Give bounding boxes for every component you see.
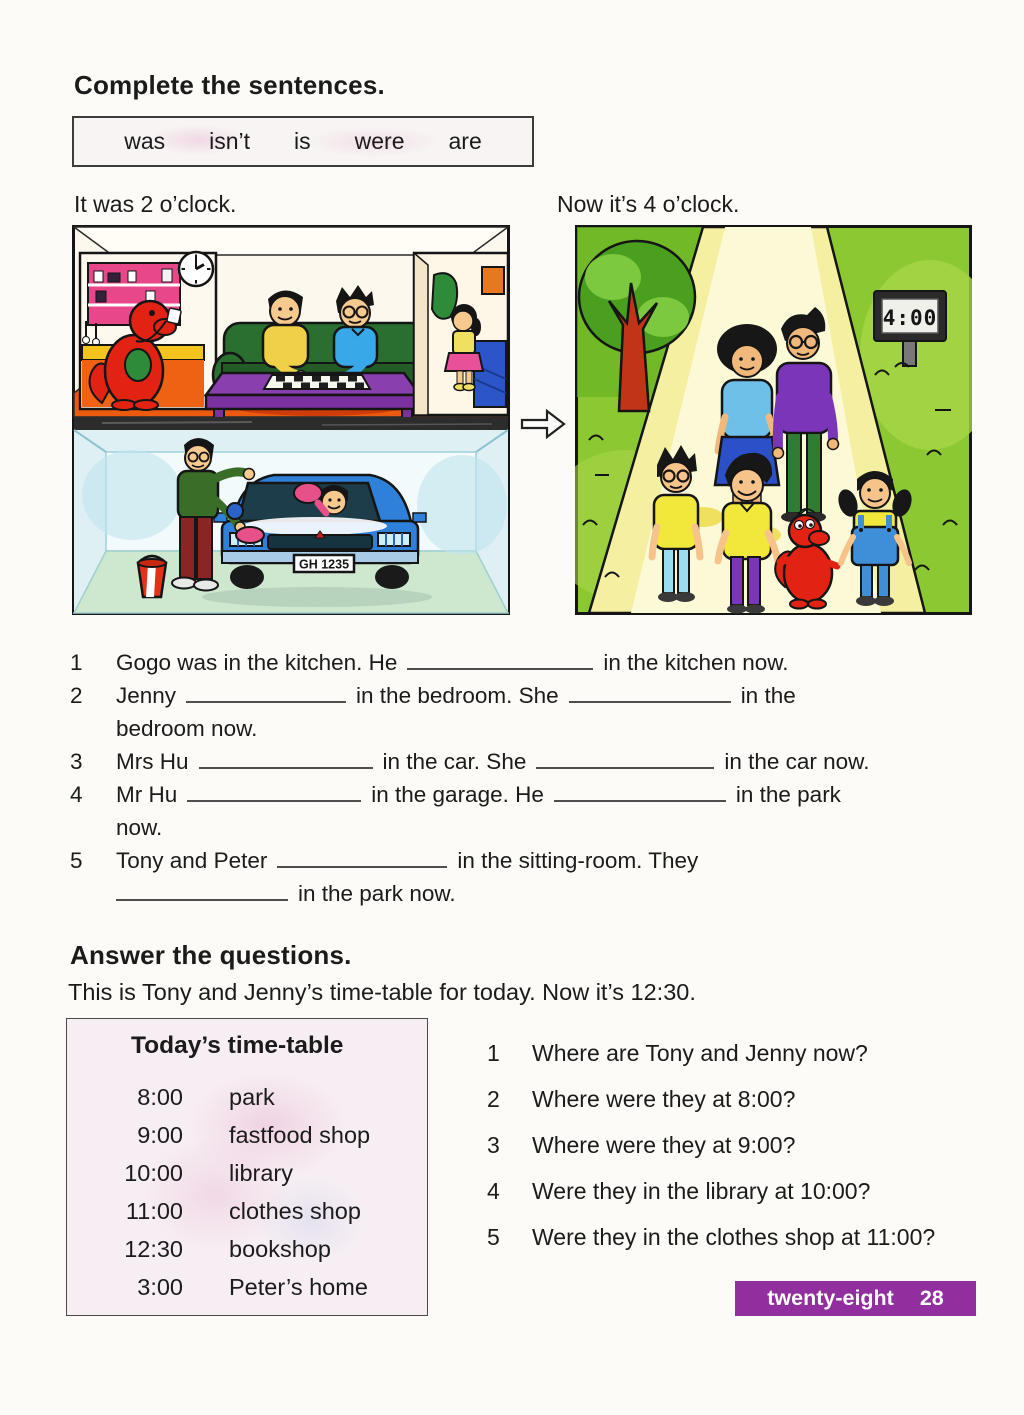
timetable-row xyxy=(67,1268,427,1306)
blank-line xyxy=(277,848,447,868)
word-bank-word: isn’t xyxy=(209,128,251,154)
sentence-text: in the xyxy=(740,683,796,708)
sentence-text: in the bedroom. She xyxy=(356,683,559,708)
blank-line xyxy=(554,782,726,802)
question-number: 4 xyxy=(487,1178,500,1204)
sentence-text: Mrs Hu xyxy=(116,749,189,774)
sentence-number: 2 xyxy=(70,683,83,708)
arrow-right-icon xyxy=(520,407,566,446)
page-word: twenty-eight xyxy=(767,1286,894,1310)
timetable-place: clothes shop xyxy=(229,1197,361,1224)
sentence-number: 1 xyxy=(70,650,83,675)
sentence-text: in the garage. He xyxy=(371,782,544,807)
sentence-text: Mr Hu xyxy=(116,782,178,807)
bucket xyxy=(138,556,166,597)
sentence-number: 4 xyxy=(70,782,83,807)
wall-clock-icon xyxy=(179,252,213,286)
left-picture-caption: It was 2 o’clock. xyxy=(74,191,237,217)
sentence-text: Tony and Peter xyxy=(116,848,268,873)
question-1 xyxy=(487,1040,997,1086)
question-2 xyxy=(487,1086,997,1132)
house-illustration xyxy=(72,225,510,615)
sentence-3 xyxy=(70,745,976,778)
blank-line xyxy=(199,749,373,769)
sentence-text: now. xyxy=(116,815,163,840)
sentence-number: 5 xyxy=(70,848,83,873)
question-number: 2 xyxy=(487,1086,500,1112)
question-3 xyxy=(487,1132,997,1178)
sentence-text: in the park now. xyxy=(298,881,456,906)
sentence-5 xyxy=(70,844,976,910)
timetable-row xyxy=(67,1078,427,1116)
sentence-text: in the car now. xyxy=(724,749,870,774)
timetable-place: library xyxy=(229,1159,293,1186)
question-text: Were they in the library at 10:00? xyxy=(532,1178,871,1204)
page-number: 28 xyxy=(919,1286,944,1310)
house-illustration-svg xyxy=(72,225,510,615)
sentence-text: in the sitting-room. They xyxy=(457,848,699,873)
question-list xyxy=(487,1040,997,1270)
license-plate-text: GH 1235 xyxy=(298,557,350,572)
word-bank-box xyxy=(72,116,534,167)
blank-line xyxy=(569,683,731,703)
bed xyxy=(474,341,506,407)
sentence-text: Gogo was in the kitchen. He xyxy=(116,650,398,675)
bedroom-scene xyxy=(414,253,508,415)
fill-in-sentences xyxy=(70,646,976,910)
question-text: Where were they at 9:00? xyxy=(532,1132,796,1158)
exercise2-title: Answer the questions. xyxy=(70,940,352,970)
timetable-row xyxy=(67,1116,427,1154)
timetable-row xyxy=(67,1154,427,1192)
timetable-time: 12:30 xyxy=(124,1235,183,1262)
blank-line xyxy=(187,782,361,802)
timetable-place: Peter’s home xyxy=(229,1273,368,1300)
question-text: Where are Tony and Jenny now? xyxy=(532,1040,868,1066)
word-bank-word: were xyxy=(354,128,405,154)
sentence-number: 3 xyxy=(70,749,83,774)
word-bank-word: is xyxy=(294,128,311,154)
timetable-place: park xyxy=(229,1083,275,1110)
timetable-time: 9:00 xyxy=(137,1121,183,1148)
sentence-2 xyxy=(70,679,976,745)
blank-line xyxy=(116,881,288,901)
park-illustration-svg xyxy=(575,225,972,615)
right-picture-caption: Now it’s 4 o’clock. xyxy=(557,191,740,217)
page-footer-banner xyxy=(735,1281,976,1316)
park-illustration xyxy=(575,225,972,615)
garage-scene xyxy=(74,430,508,613)
sentence-text: in the car. She xyxy=(382,749,527,774)
timetable-time: 10:00 xyxy=(124,1159,183,1186)
sentence-text: in the kitchen now. xyxy=(603,650,789,675)
exercise1-title: Complete the sentences. xyxy=(74,70,385,100)
blank-line xyxy=(536,749,714,769)
blank-line xyxy=(407,650,593,670)
timetable-place: bookshop xyxy=(229,1235,331,1262)
sentence-text: in the park xyxy=(735,782,841,807)
word-bank-word: was xyxy=(124,128,166,154)
timetable-row xyxy=(67,1230,427,1268)
sentence-1 xyxy=(70,646,976,679)
question-4 xyxy=(487,1178,997,1224)
picture-frame xyxy=(482,267,504,294)
word-bank-word: are xyxy=(448,128,482,154)
sentence-text: bedroom now. xyxy=(116,716,258,741)
park-sign-time: 4:00 xyxy=(882,306,938,330)
timetable-row xyxy=(67,1192,427,1230)
question-text: Where were they at 8:00? xyxy=(532,1086,796,1112)
question-number: 3 xyxy=(487,1132,500,1158)
question-text: Were they in the clothes shop at 11:00? xyxy=(532,1224,936,1250)
timetable-title: Today’s time-table xyxy=(131,1032,344,1059)
timetable xyxy=(66,1018,428,1316)
timetable-time: 3:00 xyxy=(137,1273,183,1300)
blank-line xyxy=(186,683,346,703)
question-number: 5 xyxy=(487,1224,500,1250)
question-5 xyxy=(487,1224,997,1270)
timetable-time: 8:00 xyxy=(137,1083,183,1110)
timetable-time: 11:00 xyxy=(125,1197,183,1224)
question-number: 1 xyxy=(487,1040,500,1066)
timetable-place: fastfood shop xyxy=(229,1121,371,1148)
sentence-text: Jenny xyxy=(116,683,177,708)
exercise2-intro: This is Tony and Jenny’s time-table for today. Now it’s 12:30. xyxy=(68,979,696,1005)
sentence-4 xyxy=(70,778,976,844)
